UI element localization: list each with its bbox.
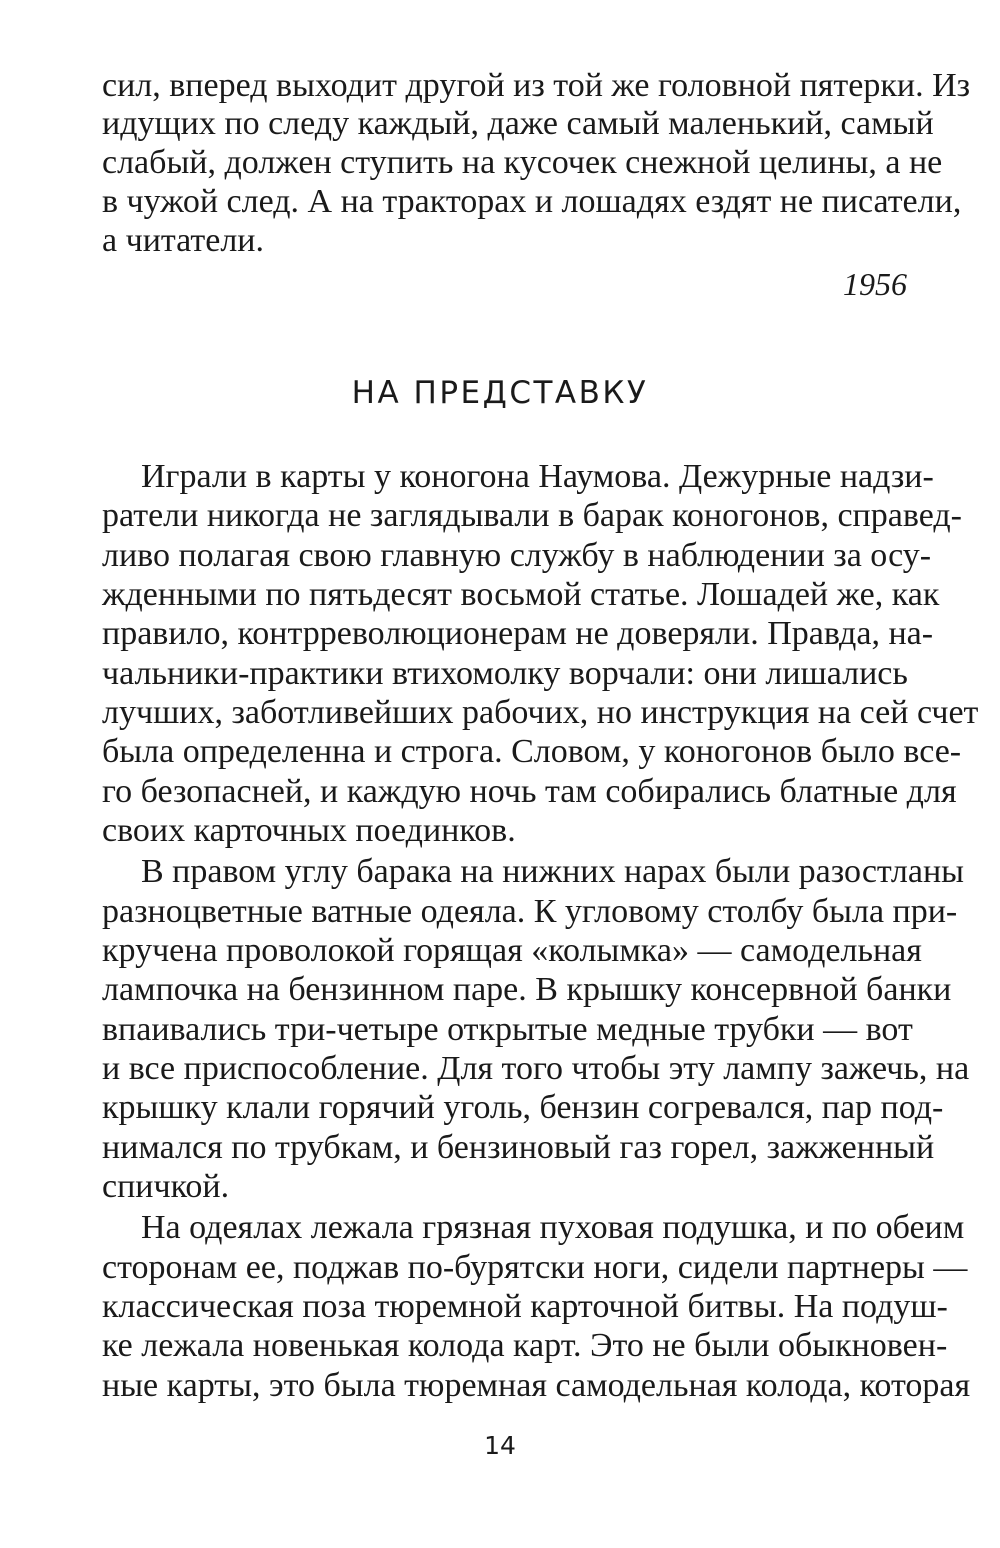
text-line: кручена проволокой горящая «колымка» — самодельная: [102, 932, 922, 969]
text-line: впаивались три-четыре открытые медные трубки — вот: [102, 1011, 913, 1048]
text-line: в чужой след. А на тракторах и лошадях ездят не писатели,: [102, 183, 962, 220]
text-line: сторонам ее, поджав по-бурятски ноги, сидели партнеры —: [102, 1249, 968, 1286]
chapter-title: НА ПРЕДСТАВКУ: [351, 375, 649, 411]
text-line: ратели никогда не заглядывали в барак коногонов, справед-: [102, 497, 962, 534]
text-line: своих карточных поединков.: [102, 812, 516, 849]
text-line: была определенна и строга. Словом, у коногонов было все-: [102, 733, 962, 770]
text-line: го безопасней, и каждую ночь там собирались блатные для: [102, 773, 957, 810]
text-line: разноцветные ватные одеяла. К угловому столбу была при-: [102, 893, 958, 930]
text-line: лампочка на бензинном паре. В крышку консервной банки: [102, 971, 952, 1008]
text-line: идущих по следу каждый, даже самый маленький, самый: [102, 105, 934, 142]
text-line: и все приспособление. Для того чтобы эту лампу зажечь, на: [102, 1050, 970, 1087]
text-line: ке лежала новенькая колода карт. Это не были обыкновен-: [102, 1327, 948, 1364]
text-line: чальники-практики втихомолку ворчали: они лишались: [102, 655, 908, 692]
text-line: На одеялах лежала грязная пуховая подушка, и по обеим: [141, 1209, 965, 1246]
text-line: ливо полагая свою главную службу в наблюдении за осу-: [102, 537, 932, 574]
text-line: ные карты, это была тюремная самодельная колода, которая: [102, 1367, 971, 1404]
text-line: спичкой.: [102, 1168, 230, 1205]
text-line: нимался по трубкам, и бензиновый газ горел, зажженный: [102, 1129, 935, 1166]
text-line: а читатели.: [102, 222, 264, 259]
text-line: Играли в карты у коногона Наумова. Дежурные надзи-: [141, 458, 934, 495]
text-line: классическая поза тюремной карточной битвы. На подуш-: [102, 1288, 948, 1325]
text-line: лучших, заботливейших рабочих, но инструкция на сей счет: [102, 694, 979, 731]
text-line: слабый, должен ступить на кусочек снежной целины, а не: [102, 144, 943, 181]
text-line: жденными по пятьдесят восьмой статье. Лошадей же, как: [102, 576, 940, 613]
text-line: сил, вперед выходит другой из той же головной пятерки. Из: [102, 67, 971, 104]
text-line: крышку клали горячий уголь, бензин согревался, пар под-: [102, 1089, 944, 1126]
story-date: 1956: [843, 266, 907, 302]
text-line: В правом углу барака на нижних нарах были разостланы: [141, 853, 965, 890]
page-number: 14: [484, 1431, 516, 1460]
text-line: правило, контрреволюционерам не доверяли. Правда, на-: [102, 615, 934, 652]
